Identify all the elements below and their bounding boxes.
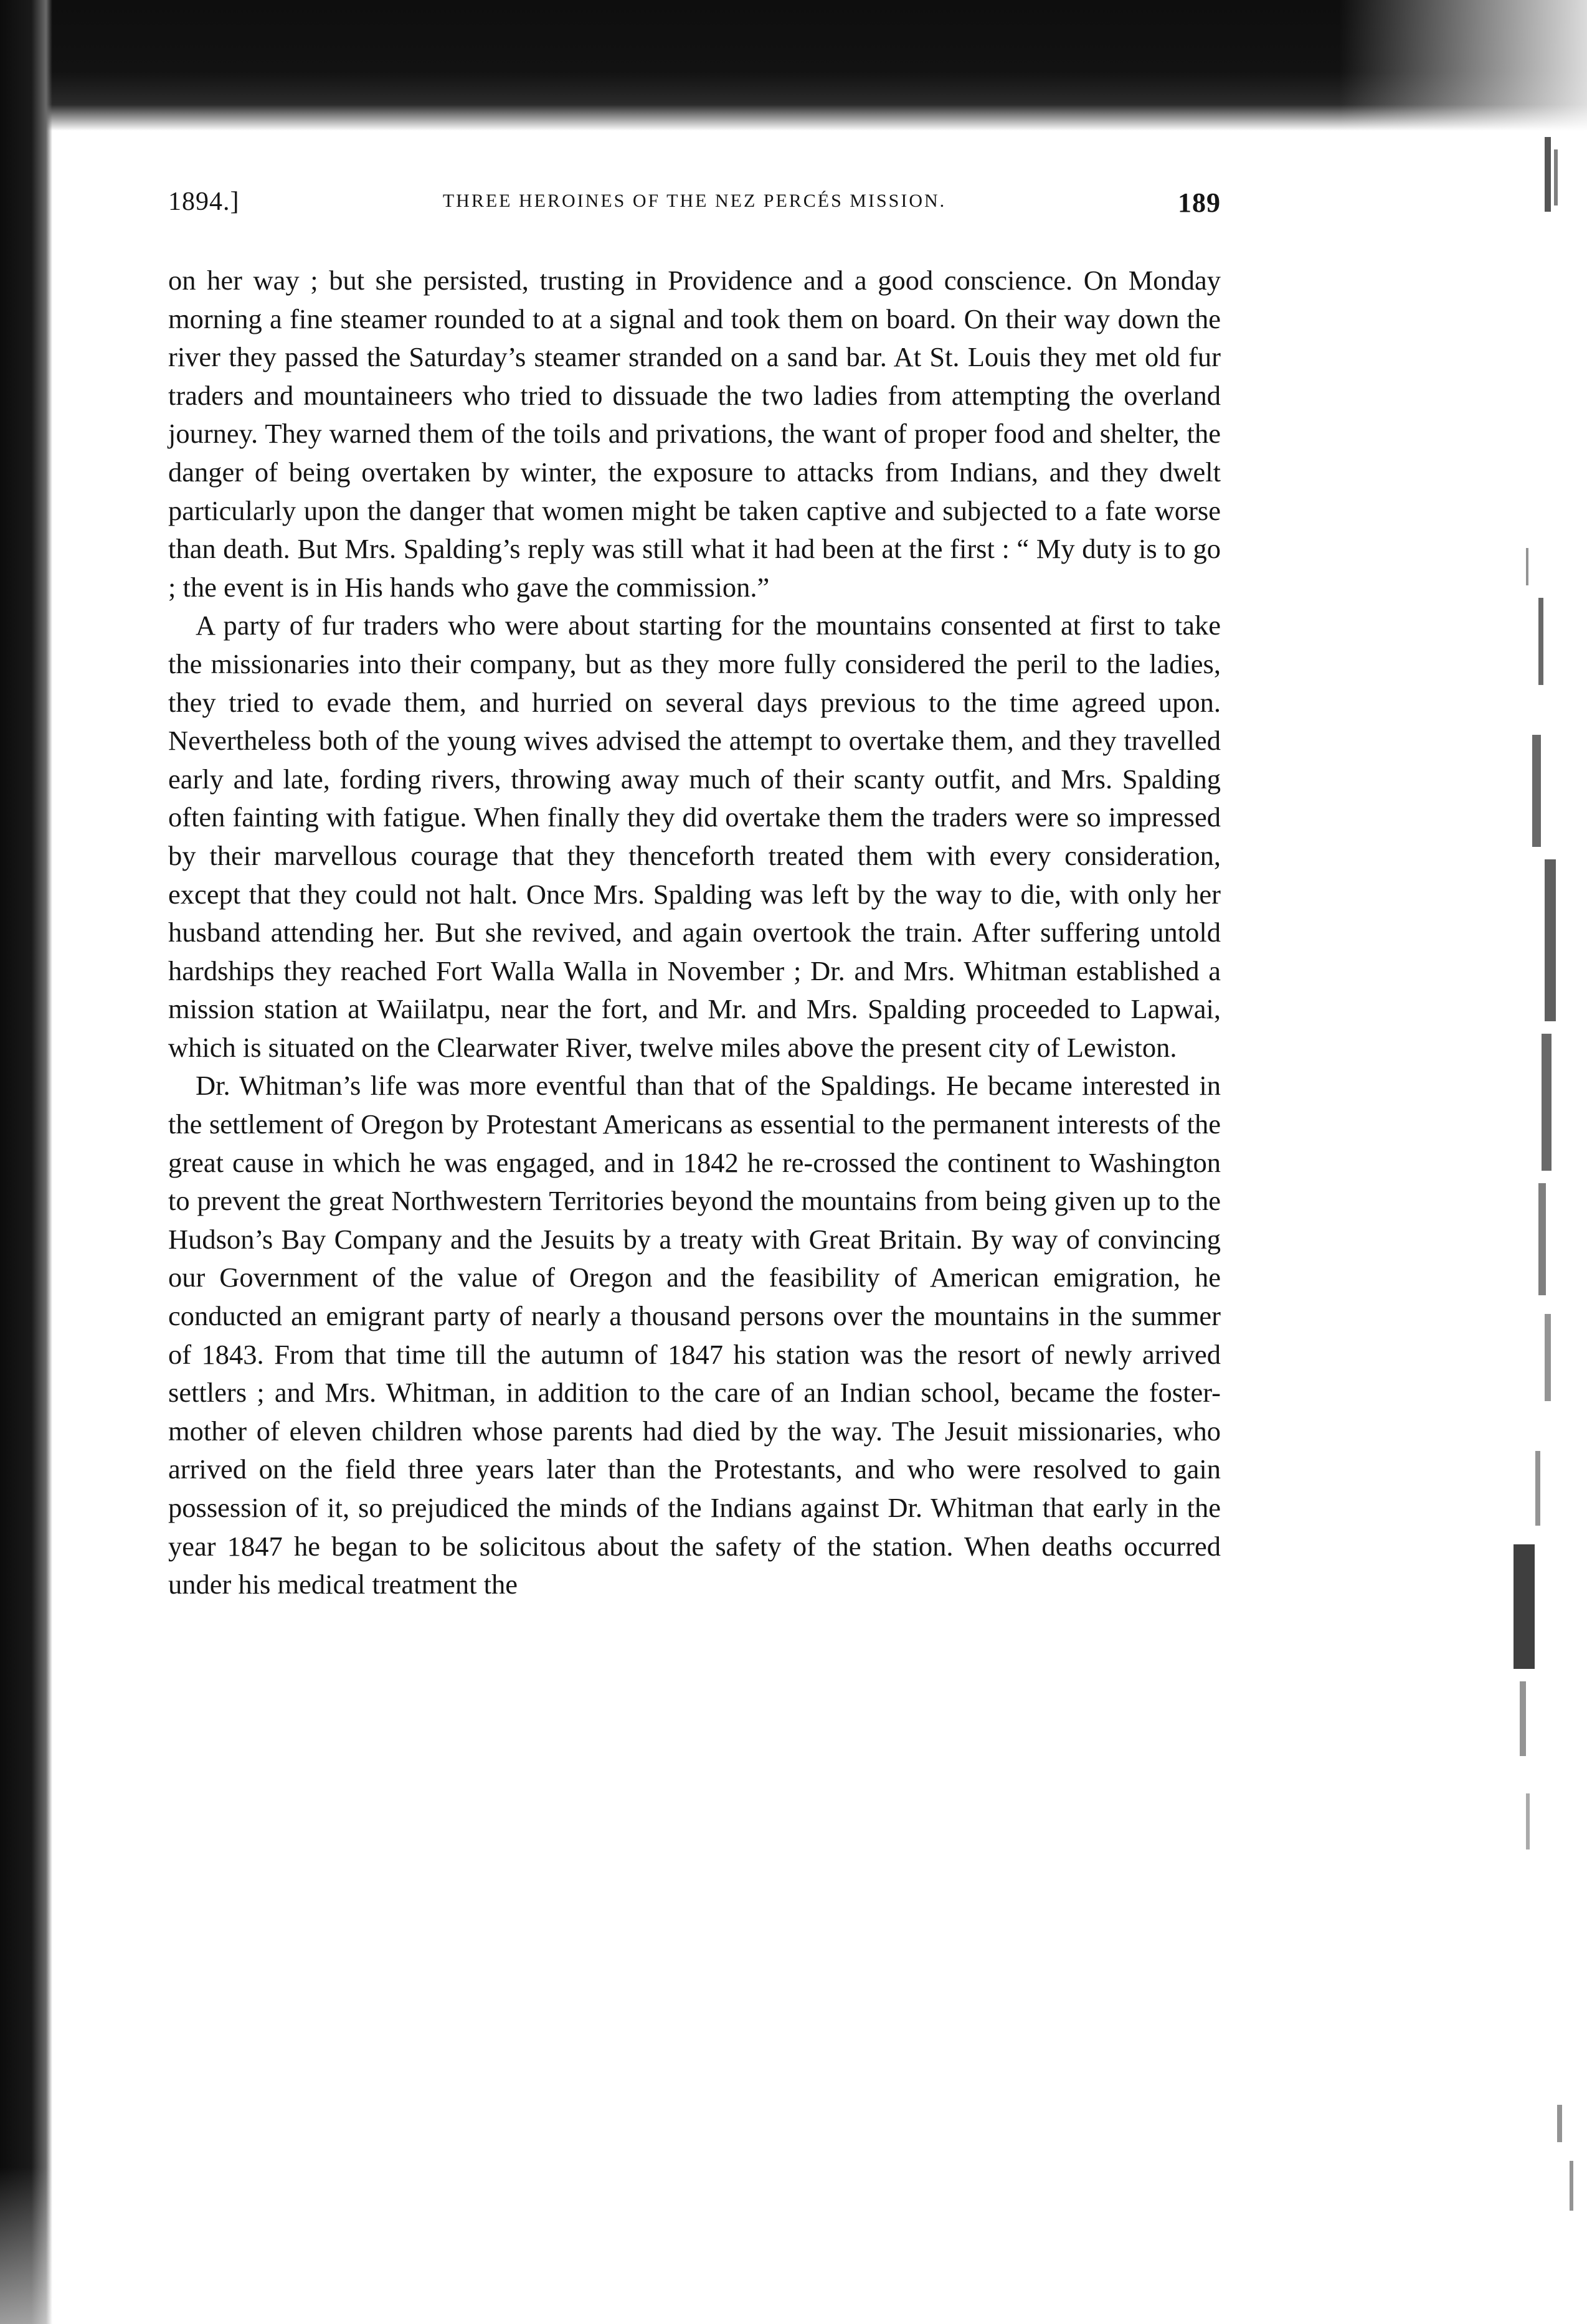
book-page — [168, 187, 1221, 2292]
scan-border-left-fade — [0, 2167, 52, 2324]
scan-noise-right — [1451, 112, 1587, 2229]
running-head-year: 1894.] — [168, 187, 240, 216]
running-head — [168, 187, 1221, 237]
running-head-title: THREE HEROINES OF THE NEZ PERCÉS MISSION. — [442, 191, 947, 211]
paragraph-3: Dr. Whitman’s life was more eventful than that of the Spaldings. He became interested in the settlement of Oregon by Protestant Americans as essential to the permanent interests of the great cause in which he was engaged, and in 1842 he re-crossed the continent to Washington to prevent the great Northwestern Territories beyond the mountains from being given up to the Hudson’s Bay Company and the Jesuits by a treaty with Great Britain. By way of convincing our Government of the value of Oregon and the feasibility of American emigration, he conducted an emigrant party of nearly a thousand persons over the mountains in the summer of 1843. From that time till the autumn of 1847 his station was the resort of newly arrived settlers ; and Mrs. Whitman, in addition to the care of an Indian school, became the foster-mother of eleven children whose parents had died by the way. The Jesuit missionaries, who arrived on the field three years later than the Protestants, and who were resolved to gain possession of it, so prejudiced the minds of the Indians against Dr. Whitman that early in the year 1847 he began to be solicitous about the safety of the station. When deaths occurred under his medical treatment the — [168, 1070, 1221, 1600]
scan-border-left — [0, 0, 52, 2324]
paragraph-1: on her way ; but she persisted, trusting in Providence and a good conscience. On Monday morning a fine steamer rounded to at a signal and took them on board. On their way down the river they passed the Saturday’s steamer stranded on a sand bar. At St. Louis they met old fur traders and mountaineers who tried to dissuade the two ladies from attempting the overland journey. They warned them of the toils and privations, the want of proper food and shelter, the danger of being overtaken by winter, the exposure to attacks from Indians, and they dwelt particularly upon the danger that women might be taken captive and subjected to a fate worse than death. But Mrs. Spalding’s reply was still what it had been at the first : “ My duty is to go ; the event is in His hands who gave the commission.” — [168, 265, 1221, 603]
scan-border-top-fade — [1339, 0, 1587, 131]
paragraph-2: A party of fur traders who were about starting for the mountains consented at first to take the missionaries into their company, but as they more fully considered the peril to the ladies, they tried to evade them, and hurried on several days previous to the time agreed upon. Nevertheless both of the young wives advised the attempt to overtake them, and they travelled early and late, fording rivers, throwing away much of their scanty outfit, and Mrs. Spalding often fainting with fatigue. When finally they did overtake them the traders were so impressed by their marvellous courage that they thenceforth treated them with every consideration, except that they could not halt. Once Mrs. Spalding was left by the way to die, with only her husband attending her. But she revived, and again overtook the train. After suffering untold hardships they reached Fort Walla Walla in November ; Dr. and Mrs. Whitman established a mission station at Waiilatpu, near the fort, and Mr. and Mrs. Spalding proceeded to Lapwai, which is situated on the Clearwater River, twelve miles above the present city of Lewiston. — [168, 610, 1221, 1063]
body-text — [168, 262, 1221, 1604]
page-number: 189 — [1178, 187, 1221, 218]
